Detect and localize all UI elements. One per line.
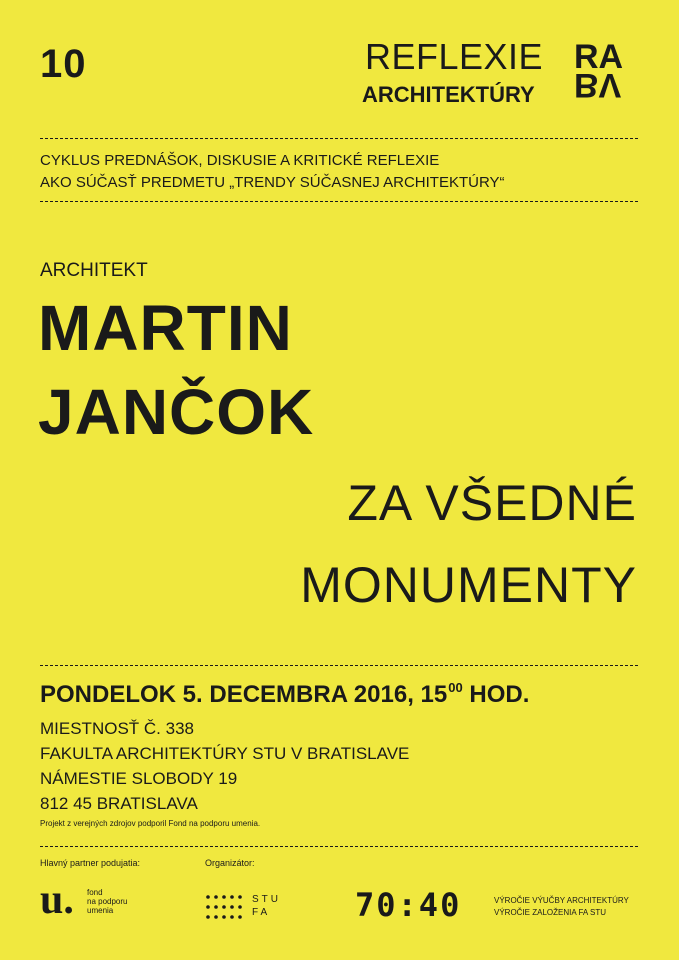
anniversary-digits: 70:40 bbox=[355, 889, 462, 921]
anniversary-text bbox=[494, 895, 629, 919]
event-date-text: PONDELOK 5. DECEMBRA 2016, 15 bbox=[40, 681, 448, 708]
speaker-kicker: ARCHITEKT bbox=[40, 260, 148, 281]
intro-line-1: CYKLUS PREDNÁŠOK, DISKUSIE A KRITICKÉ REFLEXIE bbox=[40, 152, 440, 169]
event-date bbox=[40, 680, 529, 709]
event-address bbox=[40, 716, 409, 816]
edition-number: 10 bbox=[40, 42, 87, 86]
stu-text-line: FA bbox=[252, 907, 271, 918]
lecture-title-line-1: ZA VŠEDNÉ bbox=[347, 475, 637, 531]
speaker-last-name: JANČOK bbox=[38, 376, 315, 448]
lecture-title-line-2: MONUMENTY bbox=[300, 557, 637, 613]
partner-label: Hlavný partner podujatia: bbox=[40, 858, 141, 868]
anniversary-line: VÝROČIE ZALOŽENIA FA STU bbox=[494, 908, 607, 917]
stu-fa-logo-text bbox=[252, 893, 281, 919]
event-time-minutes: 00 bbox=[448, 680, 463, 695]
divider bbox=[40, 665, 638, 666]
event-time-unit: HOD. bbox=[469, 681, 530, 708]
intro-text bbox=[40, 150, 505, 194]
svg-text:BV: BV bbox=[574, 66, 622, 104]
divider bbox=[40, 138, 638, 139]
fond-text-line: na podporu bbox=[87, 897, 128, 906]
fond-logo-mark: u. bbox=[40, 877, 74, 923]
anniversary-70-40-logo bbox=[355, 889, 475, 921]
divider bbox=[40, 201, 638, 202]
rabv-logo bbox=[574, 38, 638, 106]
divider bbox=[40, 846, 638, 847]
svg-text:RA: RA bbox=[574, 38, 624, 76]
address-line: NÁMESTIE SLOBODY 19 bbox=[40, 769, 238, 788]
stu-dot-grid-icon bbox=[205, 894, 245, 920]
funding-note: Projekt z verejných zdrojov podporil Fond na podporu umenia. bbox=[40, 819, 261, 828]
stu-text-line: STU bbox=[252, 894, 281, 905]
fond-text-line: fond bbox=[87, 888, 103, 897]
intro-line-2: AKO SÚČASŤ PREDMETU „TRENDY SÚČASNEJ ARCHITEKTÚRY“ bbox=[40, 174, 505, 191]
address-line: MIESTNOSŤ Č. 338 bbox=[40, 719, 194, 738]
fond-text-line: umenia bbox=[87, 906, 114, 915]
speaker-first-name: MARTIN bbox=[38, 292, 293, 364]
address-line: FAKULTA ARCHITEKTÚRY STU V BRATISLAVE bbox=[40, 744, 410, 763]
anniversary-line: VÝROČIE VÝUČBY ARCHITEKTÚRY bbox=[494, 896, 629, 905]
organizer-label: Organizátor: bbox=[205, 858, 255, 868]
brand-title-top: REFLEXIE bbox=[365, 36, 544, 77]
fond-logo-text bbox=[87, 888, 127, 915]
brand-title-bottom: ARCHITEKTÚRY bbox=[362, 82, 535, 107]
address-line: 812 45 BRATISLAVA bbox=[40, 794, 198, 813]
